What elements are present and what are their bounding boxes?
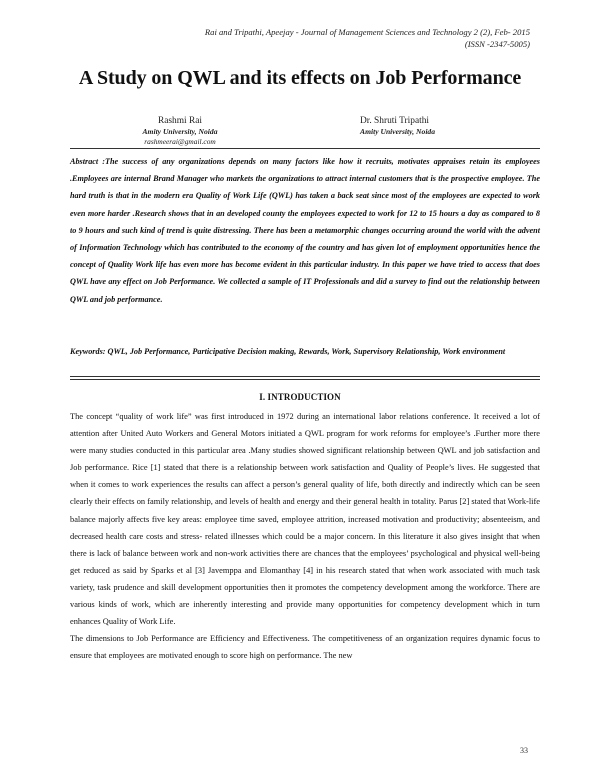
abstract [70, 153, 540, 308]
author-name: Dr. Shruti Tripathi [360, 116, 430, 126]
introduction-body [70, 408, 540, 664]
abstract-label: Abstract : [70, 157, 105, 166]
author-affiliation: Amity University, Noida [142, 127, 218, 136]
keywords-label: Keywords: [70, 347, 106, 356]
paper-title: A Study on QWL and its effects on Job Performance [78, 67, 522, 89]
running-header [70, 27, 530, 50]
author-block-1 [0, 116, 360, 147]
journal-citation: Rai and Tripathi, Apeejay - Journal of Management Sciences and Technology 2 (2), Feb- 2015 [204, 27, 530, 37]
divider-top [70, 148, 540, 149]
section-heading: I. INTRODUCTION [259, 392, 341, 402]
divider-mid-2 [70, 379, 540, 380]
keywords-text: QWL, Job Performance, Participative Decision making, Rewards, Work, Supervisory Relationship, Work environment [107, 347, 506, 356]
author-name: Rashmi Rai [157, 116, 202, 126]
page-number: 33 [520, 746, 528, 755]
abstract-text: The success of any organizations depends on many factors like how it recruits, motivates appraises retain its employees .Employees are internal Brand Manager who markets the organizations to attract internal customers that is the prospective employee. The hard truth is that in the modern era Quality of Work Life (QWL) has taken a back seat since most of the employees are expected to work even more harder .Research shows that in an developed county the employees expected to work for 12 to 15 hours a day as compared to 8 to 9 hours and such kind of trend is quite distressing. There has been a metamorphic changes occurring around the world with the advent of Information Technology which has contributed to the economy of the country and has given lot of employment opportunities hence the concept of Quality Work life has even more has become evident in this particular industry. In this paper we have tried to access that does QWL have any effect on Job Performance. We collected a sample of IT Professionals and did a survey to find out the relationship between QWL and job performance. [70, 157, 540, 304]
paragraph: The concept “quality of work life” was first introduced in 1972 during an international labor relations conference. It received a lot of attention after United Auto Workers and General Motors initiated a QWL program for work reforms for employee’s .Further more there were many studies conducted in this particular area .Many studies showed significant relationship between QWL and job satisfaction and Job performance. Rice [1] stated that there is a relationship between work satisfaction and Quality of People’s lives. He suggested that when it comes to work experiences the results can affect a person’s general quality of life, both directly and indirectly which can be seen clearly their effects on family relationship, and levels of health and energy and their general health in totality. Parus [2] stated that Work-life balance majorly affects five key areas: employee time saved, employee attrition, increased motivation and productivity; absenteeism, and decreased health care costs and stress- related illnesses which could be a major concern. In this literature it also gives insight that when there is lack of balance between work and non-work activities there are chances that the employees’ psychological and physical well-being get reduced as said by Sparks et al [3] Javemppa and Elomanthay [4] in his research stated that when work associated with much task variety, task prudence and skill development opportunities then it promotes the competency development among the workforce. There are various kinds of work, which are inherently interesting and provide many opportunities for competency development which in turn enhances Quality of Work Life. [70, 412, 540, 627]
issn: (ISSN -2347-5005) [464, 38, 530, 49]
paragraph: The dimensions to Job Performance are Efficiency and Effectiveness. The competitiveness of an organization requires dynamic focus to ensure that employees are motivated enough to score high on performance. The new [70, 634, 540, 661]
author-email: rashmeerai@gmail.com [144, 137, 216, 146]
divider-mid [70, 376, 540, 377]
author-affiliation: Amity University, Noida [360, 127, 436, 136]
keywords [70, 343, 540, 360]
